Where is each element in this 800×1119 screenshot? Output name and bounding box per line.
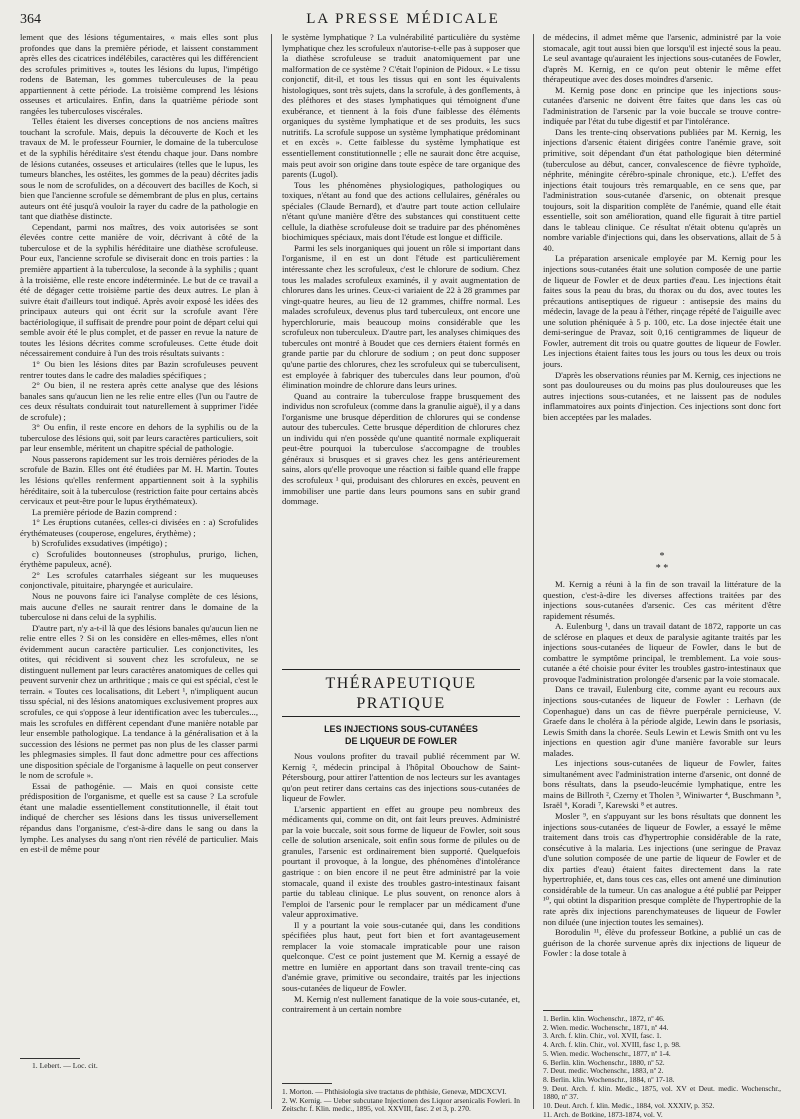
paragraph: 1° Les éruptions cutanées, celles-ci divisées en : a) Scrofulides érythémateuses (couperose, engelures, érythème) ; — [20, 517, 258, 538]
paragraph: Borodulin ¹¹, élève du professeur Botkine, a publié un cas de guérison de la chorée survenue après dix injections de liqueur de Fowler : la dose totale à — [543, 927, 781, 959]
column-1-body — [20, 32, 258, 1054]
column-divider — [533, 34, 534, 1109]
paragraph: lement que des lésions tégumentaires, « mais elles sont plus profondes que dans la première période, et laissent constamment après elles des cicatrices indélébiles, caractères qui les différencient des scrofules primitives », toutes les lésions du lupus, l'impétigo rodens de Bateman, les gommes tuberculeuses de la peau appartiennent à cette période. La troisième comprend les lésions osseuses et articulaires. Enfin, dans la quatrième période sont rangées les tuberculoses viscérales. — [20, 32, 258, 116]
paragraph: M. Kernig n'est nullement fanatique de la voie sous-cutanée, et, contrairement à un certain nombre — [282, 993, 520, 1015]
paragraph: b) Scrofulides exsudatives (impétigo) ; — [32, 538, 168, 549]
column-2 — [282, 32, 520, 1114]
paragraph: La première période de Bazin comprend : — [32, 506, 177, 517]
footnote: 2. Wien. medic. Wochenschr., 1871, nº 44. — [543, 1022, 669, 1032]
column-divider — [271, 34, 272, 1109]
footnotes — [282, 1088, 520, 1114]
paragraph: Telles étaient les diverses conceptions de nos anciens maîtres touchant la scrofule. Mais, depuis la découverte de Koch et les travaux de M. le professeur Fournier, le domaine de la tuberculose et de la syphilis héréditaire s'est étendu chaque jour. Dans nombre de lésions cutanées, osseuses et articulaires (telles que le lupus, les tumeurs blanches, les ostéites, les gommes de la peau) décrites jadis sous le nom de scrofulides, on a découvert des bacilles de Koch, si bien que l'ancienne scrofule se démembrant de plus en plus, certains auteurs ont été jusqu'à vouloir la rayer du cadre de la pathologie en tant que diathèse distincte. — [20, 116, 258, 222]
column-1 — [20, 32, 258, 1111]
paragraph: D'après les observations réunies par M. Kernig, ces injections ne sont pas douloureuses ou du moins pas plus douloureuses que les autres injections sous-cutanées, et ne laissent pas de nodules inflammatoires aux points d'injection. Ces injections sont donc fort bien acceptées par les malades. — [543, 369, 781, 422]
column-2-article-end — [282, 32, 520, 663]
article-title-line: DE LIQUEUR DE FOWLER — [345, 736, 457, 746]
paragraph: Cependant, parmi nos maîtres, des voix autorisées se sont élevées contre cette manière de voir, décrivant à côté de la tuberculose et de la syphilis héréditaire une diathèse scrofuleuse. Pour eux, l'ancienne scrofule se diviserait donc en trois parties : la première appartient à la tuberculose, la seconde à la syphilis ; quant à la troisième, elle reste encore indéterminée. Le but de ce travail a été de dégager cette troisième partie des deux autres. Le plan à suivre était d'ailleurs tout indiqué. Après avoir exposé les idées des principaux auteurs qui ont écrit sur la scrofule avant l'ère bactériologique, il suffisait de prendre pour point de départ celui qui semble avoir été le plus complet, et de passer en revue la nature de toutes les lésions décrites comme scrofuleuses. Cette étude doit nécessairement conduire à l'un des trois résultats suivants : — [20, 221, 258, 359]
section-title: THÉRAPEUTIQUE PRATIQUE — [325, 675, 477, 712]
paragraph: 2° Ou bien, il ne restera après cette analyse que des lésions banales sans qu'aucun lien ne les relie entre elles (l'un ou l'autre de ces deux résultats conduirait tout naturellement à supprimer l'idée de scrofule) ; — [20, 380, 258, 422]
paragraph: de médecins, il admet même que l'arsenic, administré par la voie stomacale, agit tout aussi bien que lorsqu'il est injecté sous la peau. Le seul avantage qu'auraient les injections sous-cutanées de Fowler, d'après M. Kernig, en ce qu'on peut obtenir le même effet thérapeutique avec des doses moindres d'arsenic. — [543, 32, 781, 85]
paragraph: Parmi les sels inorganiques qui jouent un rôle si important dans l'organisme, il en est un dont l'étude est particulièrement intéressante chez les scrofuleux, c'est le chlorure de sodium. Chez tous les malades scrofuleux examinés, il y avait augmentation de chlorures dans les urines. Ceux-ci variaient de 22 à 28 grammes par vingt-quatre heures, au lieu de 12 grammes, chiffre normal. Les malades scrofuleux, devenus plus tard tuberculeux, ont encore une hyperchlorurie, mais beaucoup moins considérable que les scrofuleux non tuberculeux. D'autre part, les analyses chimiques des tubercules ont montré à Boudet que ces derniers étaient formés en grande partie par du chlorure de sodium ; on peut donc supposer qu'une partie des chlorures, chez les scrofuleux qui se tuberculisent, est employée à fabriquer des tubercules dans leur poumon, d'où élimination moindre de chlorure dans leurs urines. — [282, 242, 520, 391]
paragraph: Mosler ⁹, en s'appuyant sur les bons résultats que donnent les injections sous-cutanées de liqueur de Fowler, a essayé le même traitement dans trois cas d'hypertrophie considérable de la rate, consécutive à la malaria. Les injections (une seringue de Pravaz d'une solution composée de une partie de liqueur de Fowler et de dix parties d'eau) étaient faites directement dans la rate hypertrophiée, et, dans tous ces cas, elles ont amené une diminution considérable de la tumeur. Un cas analogue a été publié par Peipper ¹⁰, qui obtint la disparition presque complète de l'hypertrophie de la rate après dix injections parenchymateuses de liqueur de Fowler non diluée (une injection toutes les semaines). — [543, 811, 781, 927]
footnote: 6. Berlin. klin. Wochenschr., 1880, nº 52. — [543, 1057, 665, 1067]
article-title-line: LES INJECTIONS SOUS-CUTANÉES — [324, 724, 478, 734]
footnote: 8. Berlin. klin. Wochenschr., 1884, nº 17-18. — [543, 1074, 675, 1084]
footnote: 9. Deut. Arch. f. klin. Medic., 1875, vol. XV et Deut. medic. Wochenschr., 1880, nº 37. — [543, 1083, 781, 1102]
paragraph: 1° Ou bien les lésions dites par Bazin scrofuleuses peuvent rentrer toutes dans le cadre des maladies spécifiques ; — [20, 358, 258, 380]
paragraph: Dans ce travail, Eulenburg cite, comme ayant eu recours aux injections sous-cutanées de liqueur de Fowler : Lerhavn (de Copenhague) dans un cas de fièvre puerpérale pernicieuse, V. Graefe dans le choléra à la période algide, Lewin dans le psoriasis, Lewis Smith dans la chorée. Seuls Lewin et Lewis Smith ont vu les injections en question agir d'une manière favorable sur leurs malades. — [543, 684, 781, 758]
paragraph: Dans les trente-cinq observations publiées par M. Kernig, les injections d'arsenic étaient dirigées contre l'anémie grave, soit primitive, soit dépendant d'un état pathologique bien déterminé (tuberculose au début, cancer, convalescence de fièvre typhoïde, néphrite, méningite cérébro-spinale chronique, etc.). L'effet des injections était toujours très remarquable, en ce sens que, par l'administration sous-cutanée d'arsenic, on obtenait presque toujours, soit la disparition complète de l'anémie, quand elle était essentielle, soit son amélioration, quand elle figurait à titre partiel dans le tableau clinique. Ce résultat n'était obtenu qu'après un nombre variable d'injections qui, dans les observations, allait de 5 à 40. — [543, 126, 781, 253]
section-header — [282, 669, 520, 717]
asterism-separator: * * * — [655, 551, 669, 574]
footnote: 11. Arch. de Botkine, 1873-1874, vol. V. — [543, 1109, 663, 1119]
footnote: 1. Lebert. — Loc. cit. — [32, 1061, 98, 1070]
footnote: 10. Deut. Arch. f. klin. Medic., 1884, vol. XXXIV, p. 352. — [543, 1101, 715, 1111]
paragraph: Quand au contraire la tuberculose frappe brusquement des individus non scrofuleux (comme dans la granulie aiguë), il y a dans l'organisme une brusque déperdition de chlorures qui se condense autour des tubercules. Cette brusque déperdition de chlorures chez un individu qui n'en possède qu'une quantité normale expliquerait peut-être pourquoi la tuberculose s'accompagne de troubles généraux si brusques et si graves chez les gens antérieurement sains, alors qu'elle provoque une réaction si faible quand elle frappe des scrofuleux ¹ qui, produisant des chlorures en excès, peuvent en immobiliser une partie dans leurs poumons sans en subir grand dommage. — [282, 390, 520, 507]
footnote-rule — [20, 1058, 80, 1059]
column-2-article-body — [282, 751, 520, 1078]
page-number: 364 — [20, 12, 41, 27]
paragraph: M. Kernig pose donc en principe que les injections sous-cutanées d'arsenic ne doivent être faites que dans les cas où l'administration de l'arsenic par la voie buccale se trouve contre-indiquée par l'état du tube digestif et par l'intolérance. — [543, 84, 781, 127]
column-3 — [543, 32, 781, 1119]
footnote: 4. Arch. f. klin. Chir., vol. XVIII, fasc 1, p. 98. — [543, 1040, 681, 1050]
paragraph: 3° Ou enfin, il reste encore en dehors de la syphilis ou de la tuberculose des lésions qui, soit par leurs caractères particuliers, soit par leur ensemble, méritent un chapitre spécial de pathologie. — [20, 422, 258, 454]
paragraph: Nous ne pouvons faire ici l'analyse complète de ces lésions, mais aucune d'elles ne saurait rentrer dans le domaine de la tuberculose ni dans celui de la syphilis. — [20, 590, 258, 623]
paragraph: Essai de pathogénie. — Mais en quoi consiste cette prédisposition de l'organisme, et quelle est sa cause ? La scrofule étant une maladie essentiellement constitutionnelle, il était tout indiqué de chercher ses lésions dans les tissus universellement répandus dans l'organisme, c'est-à-dire dans le sang ou dans la lymphe. Les analyses du sang n'ont rien révélé de particulier. Mais en est-il de même pour — [20, 780, 258, 855]
paragraph: c) Scrofulides boutonneuses (strophulus, prurigo, lichen, érythème papuleux, acné). — [20, 548, 258, 570]
footnote-rule — [543, 1010, 593, 1011]
footnote-rule — [282, 1083, 332, 1084]
article-title — [282, 723, 520, 747]
footnote: 1. Morton. — Phthisiologia sive tractatus de phthisie, Genevæ, MDCXCVI. — [282, 1087, 507, 1096]
paragraph: Nous passerons rapidement sur les trois dernières périodes de la scrofule de Bazin. Elles ont été étudiées par M. H. Martin. Toutes les lésions qu'elles renferment appartiennent soit à la syphilis héréditaire, soit à la tuberculose (restriction faite pour certains abcès cervicaux et peut-être pour le lupus érythémateux). — [20, 453, 258, 507]
footnote: 2. W. Kernig. — Ueber subcutane Injectionen des Liquor arsenicalis Fowleri. In Zeitschr. f. Klin. medic., 1895, vol. XXVIII, fasc. 2 et 3, p. 270. — [282, 1095, 520, 1114]
paragraph: 2° Les scrofules catarrhales siégeant sur les muqueuses conjonctivale, pituitaire, pharyngée et auriculaire. — [20, 569, 258, 591]
journal-title: LA PRESSE MÉDICALE — [306, 11, 500, 27]
paragraph: La préparation arsenicale employée par M. Kernig pour les injections sous-cutanées était une solution composée de une partie de liqueur de Fowler et de deux parties d'eau. Les injections était faites sous la peau du bras, du thorax ou du dos, avec toutes les précautions antiseptiques de rigueur : antisepsie des mains du médecin, lavage de la peau à l'éther, rinçage répété de l'aiguille avec une solution phéniquée à 5 p. 100, etc. La dose injectée était une demi-seringue de Pravaz, soit 0,16 centigrammes de liqueur de Fowler, autrement dit trois ou quatre gouttes de liqueur de Fowler. Les injections étaient faites tous les jours ou tous les deux ou trois jours. — [543, 253, 781, 369]
paragraph: D'autre part, n'y a-t-il là que des lésions banales qu'aucun lien ne relie entre elles ? Si on les considère en elles-mêmes, elles n'ont évidemment aucun caractère particulier. Les conjonctivites, les otites, qui récidivent si souvent chez les scrofuleux, ne se distinguent nullement par leurs caractères anatomiques de celles qui peuvent survenir chez un arthritique ; mais ce qui est spécial, c'est le terrain. « Toutes ces localisations, dit Lebert ¹, n'impliquent aucun tissu spécial, ni des lésions anatomiques exclusivement propres aux scrofules, ce qui s'oppose à leur identification avec les tubercules..., mais les scrofules en diffèrent cependant d'une manière notable par leur ensemble pathologique. La tendance à la généralisation et à la succession des lésions ne permet pas non plus de les classer parmi les phlegmasies simples. Il faut donc admettre pour ces affections une disposition spéciale de l'organisme à laquelle on peut conserver le nom de scrofule ». — [20, 622, 258, 781]
page-header — [20, 10, 786, 34]
paragraph: Il y a pourtant la voie sous-cutanée qui, dans les conditions spécifiées plus haut, peut fort bien et fort avantageusement remplacer la voie stomacale impraticable pour une raison quelconque. C'est ce point justement que M. Kernig a essayé de mettre en lumière en apportant dans son travail trente-cinq cas d'anémie grave, primitive ou secondaire, traités par les injections sous-cutanées de liqueur de Fowler. — [282, 919, 520, 994]
paragraph: Tous les phénomènes physiologiques, pathologiques ou toxiques, n'étant au fond que des actions cellulaires, générales ou spéciales (Claude Bernard), et d'autre part toute action cellulaire n'étant qu'une manière d'être des substances qui constituent cette cellule, la diathèse scrofuleuse doit se traduire par des phénomènes biochimiques spéciaux, mais dont l'étude est longue et difficile. — [282, 179, 520, 243]
paragraph: Nous voulons profiter du travail publié récemment par W. Kernig ², médecin principal à l'hôpital Obouchow de Saint-Pétersbourg, pour attirer l'attention de nos lecteurs sur les avantages qu'on peut retirer dans certains cas des injections sous-cutanées de liqueur de Fowler. — [282, 751, 520, 804]
footnote: 7. Deut. medic. Wochenschr., 1883, nº 2. — [543, 1066, 664, 1076]
footnote: 1. Berlin. klin. Wochenschr., 1872, nº 46. — [543, 1014, 665, 1023]
paragraph: M. Kernig a réuni à la fin de son travail la littérature de la question, c'est-à-dire les diverses affections traitées par des injections sous-cutanées d'arsenic. Ces cas méritent d'être rapidement résumés. — [543, 579, 781, 621]
paragraph: Les injections sous-cutanées de liqueur de Fowler, faites simultanément avec l'administration interne d'arsenic, ont donné de bons résultats, dans la pseudo-leucémie lymphatique, entre les mains de Billroth ², Czerny et Tholen ³, Winiwarter ⁴, Buschmann ⁵, Israël ⁶, Koradi ⁷, Karewski ⁸ et autres. — [543, 758, 781, 811]
column-3-body-continued — [543, 579, 781, 1005]
footnote: 3. Arch. f. klin. Chir., vol. XVII, fasc. 1. — [543, 1031, 662, 1041]
footnote: 5. Wien. medic. Wochenschr., 1877, nº 1-4. — [543, 1048, 671, 1058]
paragraph: le système lymphatique ? La vulnérabilité particulière du système lymphatique chez les scrofuleux n'autorise-t-elle pas à supposer que la diathèse scrofuleuse se traduit anatomiquement par une malformation de ce système ? C'était l'opinion de Pidoux. « Le tissu conjonctif, dit-il, et tous les tissus qui en sont les équivalents histologiques, sont très sujets, dans la scrofule, à des gonflements, à des pléthores et des stases lymphatiques qui témoignent d'une exubérance, et tiennent à la fois d'une faiblesse des éléments organiques du système lymphatique et de ses produits, les sucs nutritifs. La scrofule suppose un système lymphatique prédominant et en excès ». Cette faiblesse du système lymphatique est essentiellement constitutionnelle ; elle ne saurait donc être acquise, mais peut avoir son origine dans toute espèce de tare organique des parents (Lugol). — [282, 32, 520, 180]
footnotes — [543, 1015, 781, 1119]
paragraph: A. Eulenburg ¹, dans un travail datant de 1872, rapporte un cas de sclérose en plaques et deux de paralysie agitante traités par les injections sous-cutanées de liqueur de Fowler, dans le but de combattre le symptôme principal, le tremblement. La voie sous-cutanée a été choisie pour éviter les troubles gastro-intestinaux que provoque l'administration prolongée d'arsenic par la voie stomacale. — [543, 621, 781, 684]
paragraph: L'arsenic appartient en effet au groupe peu nombreux des médicaments qui, comme on dit, ont fait leurs preuves. Administré par la voie buccale, soit sous forme de liqueur de Fowler, soit sous celle de solution arsenicale, soit enfin sous forme de pilules ou de granules, l'arsenic est ordinairement bien supporté. Quelquefois pourtant il provoque, à la longue, des phénomènes d'intolérance gastrique : on bien encore il ne peut être administré par la voie stomacale, quand il existe des troubles gastro-intestinaux faisant partie du tableau clinique. Le plus souvent, on renonce alors à l'emploi de l'arsenic pour le remplacer par un médicament d'une valeur approximative. — [282, 803, 520, 920]
column-3-body — [543, 32, 781, 547]
